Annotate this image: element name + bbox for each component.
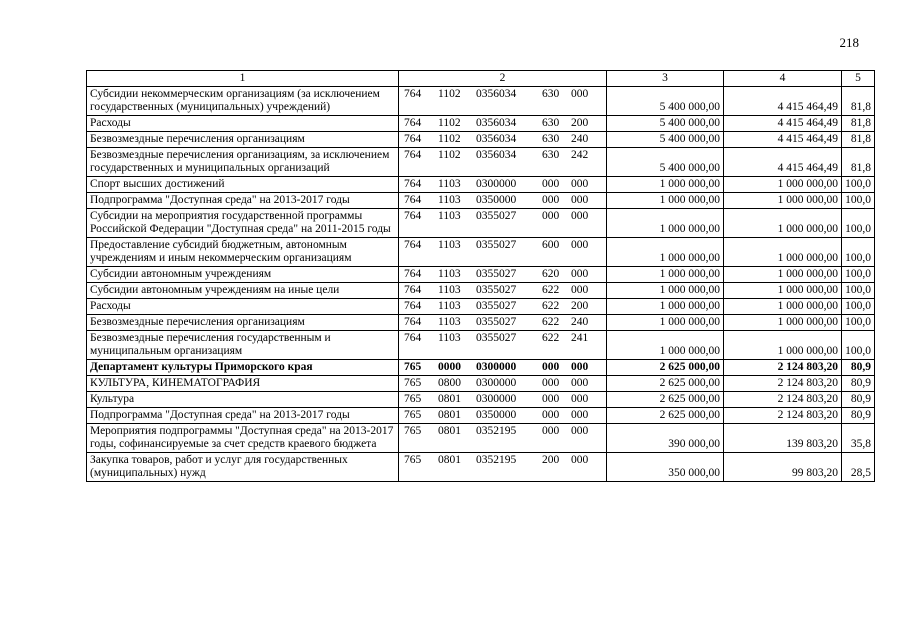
row-codes — [399, 331, 607, 360]
table-row — [87, 299, 875, 315]
header-cell-4: 4 — [724, 71, 842, 87]
row-name: Субсидии на мероприятия государственной программы Российской Федерации "Доступная среда" на 2011-2015 годы — [87, 209, 399, 238]
row-fact-amount: 4 415 464,49 — [724, 116, 842, 132]
code-value: 764 — [404, 133, 422, 145]
code-value: 630 — [542, 117, 560, 129]
header-cell-1: 1 — [87, 71, 399, 87]
code-value: 000 — [571, 409, 589, 421]
row-plan-amount: 1 000 000,00 — [607, 331, 724, 360]
code-value: 0356034 — [476, 149, 517, 161]
code-value: 1103 — [438, 284, 461, 296]
table-row — [87, 267, 875, 283]
table-row — [87, 376, 875, 392]
code-value: 000 — [571, 393, 589, 405]
code-value: 1103 — [438, 178, 461, 190]
row-name: Мероприятия подпрограммы "Доступная среда" на 2013-2017 годы, софинансируемые за счет средств краевого бюджета — [87, 424, 399, 453]
code-value: 764 — [404, 88, 422, 100]
code-value: 0801 — [438, 454, 461, 466]
code-value: 241 — [571, 332, 589, 344]
code-value: 1102 — [438, 88, 461, 100]
table-row — [87, 132, 875, 148]
code-value: 0356034 — [476, 133, 517, 145]
row-fact-amount: 2 124 803,20 — [724, 392, 842, 408]
code-value: 0356034 — [476, 117, 517, 129]
row-plan-amount: 1 000 000,00 — [607, 238, 724, 267]
row-percent: 100,0 — [842, 193, 875, 209]
code-value: 764 — [404, 316, 422, 328]
code-value: 0300000 — [476, 377, 517, 389]
code-value: 764 — [404, 178, 422, 190]
row-name: КУЛЬТУРА, КИНЕМАТОГРАФИЯ — [87, 376, 399, 392]
code-value: 0355027 — [476, 210, 517, 222]
row-name: Субсидии автономным учреждениям — [87, 267, 399, 283]
code-value: 1102 — [438, 149, 461, 161]
row-name: Культура — [87, 392, 399, 408]
code-value: 764 — [404, 194, 422, 206]
code-value: 0350000 — [476, 409, 517, 421]
row-percent: 100,0 — [842, 238, 875, 267]
code-value: 764 — [404, 210, 422, 222]
code-value: 0801 — [438, 393, 461, 405]
row-codes — [399, 315, 607, 331]
row-name: Спорт высших достижений — [87, 177, 399, 193]
code-value: 000 — [571, 425, 589, 437]
row-codes — [399, 424, 607, 453]
code-value: 0800 — [438, 377, 461, 389]
code-value: 622 — [542, 284, 560, 296]
code-value: 630 — [542, 88, 560, 100]
row-codes — [399, 238, 607, 267]
table-row — [87, 392, 875, 408]
code-value: 764 — [404, 239, 422, 251]
code-value: 0355027 — [476, 300, 517, 312]
row-plan-amount: 1 000 000,00 — [607, 299, 724, 315]
row-fact-amount: 1 000 000,00 — [724, 299, 842, 315]
row-fact-amount: 1 000 000,00 — [724, 209, 842, 238]
row-name: Субсидии автономным учреждениям на иные цели — [87, 283, 399, 299]
header-cell-5: 5 — [842, 71, 875, 87]
row-fact-amount: 1 000 000,00 — [724, 177, 842, 193]
table-row — [87, 238, 875, 267]
code-value: 765 — [404, 361, 422, 373]
row-fact-amount: 2 124 803,20 — [724, 408, 842, 424]
code-value: 622 — [542, 300, 560, 312]
table-row — [87, 331, 875, 360]
code-value: 1103 — [438, 239, 461, 251]
code-value: 000 — [542, 210, 560, 222]
row-plan-amount: 1 000 000,00 — [607, 177, 724, 193]
row-plan-amount: 1 000 000,00 — [607, 193, 724, 209]
code-value: 765 — [404, 393, 422, 405]
table-row — [87, 193, 875, 209]
budget-table — [86, 70, 875, 482]
code-value: 0000 — [438, 361, 461, 373]
header-row — [87, 71, 875, 87]
code-value: 000 — [571, 178, 589, 190]
code-value: 0300000 — [476, 178, 517, 190]
row-fact-amount: 99 803,20 — [724, 453, 842, 482]
row-fact-amount: 4 415 464,49 — [724, 87, 842, 116]
row-name: Безвозмездные перечисления организациям — [87, 132, 399, 148]
table-row — [87, 315, 875, 331]
code-value: 765 — [404, 454, 422, 466]
code-value: 240 — [571, 316, 589, 328]
row-percent: 80,9 — [842, 376, 875, 392]
row-plan-amount: 5 400 000,00 — [607, 87, 724, 116]
code-value: 000 — [571, 268, 589, 280]
code-value: 000 — [571, 194, 589, 206]
row-name: Закупка товаров, работ и услуг для государственных (муниципальных) нужд — [87, 453, 399, 482]
table-row — [87, 360, 875, 376]
code-value: 620 — [542, 268, 560, 280]
row-plan-amount: 2 625 000,00 — [607, 376, 724, 392]
row-plan-amount: 2 625 000,00 — [607, 360, 724, 376]
code-value: 000 — [542, 425, 560, 437]
code-value: 200 — [542, 454, 560, 466]
row-fact-amount: 4 415 464,49 — [724, 132, 842, 148]
code-value: 764 — [404, 268, 422, 280]
code-value: 0355027 — [476, 284, 517, 296]
code-value: 000 — [571, 361, 589, 373]
table-row — [87, 408, 875, 424]
table-row — [87, 209, 875, 238]
row-percent: 81,8 — [842, 116, 875, 132]
row-fact-amount: 1 000 000,00 — [724, 267, 842, 283]
code-value: 1103 — [438, 194, 461, 206]
code-value: 000 — [542, 409, 560, 421]
row-codes — [399, 209, 607, 238]
row-fact-amount: 1 000 000,00 — [724, 283, 842, 299]
row-codes — [399, 177, 607, 193]
row-percent: 100,0 — [842, 315, 875, 331]
row-fact-amount: 1 000 000,00 — [724, 193, 842, 209]
row-plan-amount: 5 400 000,00 — [607, 116, 724, 132]
table-row — [87, 453, 875, 482]
row-codes — [399, 132, 607, 148]
code-value: 000 — [571, 88, 589, 100]
code-value: 630 — [542, 133, 560, 145]
row-codes — [399, 392, 607, 408]
row-plan-amount: 5 400 000,00 — [607, 148, 724, 177]
row-plan-amount: 2 625 000,00 — [607, 408, 724, 424]
row-name: Подпрограмма "Доступная среда" на 2013-2017 годы — [87, 408, 399, 424]
code-value: 1103 — [438, 332, 461, 344]
code-value: 1103 — [438, 316, 461, 328]
row-name: Предоставление субсидий бюджетным, автономным учреждениям и иным некоммерческим организациям — [87, 238, 399, 267]
code-value: 0355027 — [476, 332, 517, 344]
code-value: 000 — [571, 284, 589, 296]
row-percent: 100,0 — [842, 267, 875, 283]
row-name: Департамент культуры Приморского края — [87, 360, 399, 376]
row-fact-amount: 1 000 000,00 — [724, 238, 842, 267]
code-value: 764 — [404, 149, 422, 161]
code-value: 0350000 — [476, 194, 517, 206]
table-row — [87, 177, 875, 193]
table-row — [87, 283, 875, 299]
row-percent: 81,8 — [842, 148, 875, 177]
code-value: 764 — [404, 332, 422, 344]
row-codes — [399, 299, 607, 315]
row-codes — [399, 87, 607, 116]
row-fact-amount: 2 124 803,20 — [724, 360, 842, 376]
row-codes — [399, 453, 607, 482]
code-value: 000 — [571, 210, 589, 222]
table-body — [87, 87, 875, 482]
row-codes — [399, 408, 607, 424]
code-value: 000 — [571, 454, 589, 466]
row-fact-amount: 139 803,20 — [724, 424, 842, 453]
code-value: 0801 — [438, 425, 461, 437]
row-codes — [399, 267, 607, 283]
code-value: 0352195 — [476, 425, 517, 437]
row-name: Безвозмездные перечисления организациям, за исключением государственных и муниципальных организаций — [87, 148, 399, 177]
page-number: 218 — [839, 35, 859, 50]
table-row — [87, 116, 875, 132]
code-value: 0355027 — [476, 239, 517, 251]
code-value: 1103 — [438, 268, 461, 280]
row-plan-amount: 1 000 000,00 — [607, 283, 724, 299]
row-percent: 80,9 — [842, 408, 875, 424]
row-name: Расходы — [87, 299, 399, 315]
header-cell-3: 3 — [607, 71, 724, 87]
row-fact-amount: 1 000 000,00 — [724, 331, 842, 360]
row-name: Субсидии некоммерческим организациям (за исключением государственных (муниципальных) учреждений) — [87, 87, 399, 116]
code-value: 765 — [404, 409, 422, 421]
row-fact-amount: 4 415 464,49 — [724, 148, 842, 177]
row-name: Подпрограмма "Доступная среда" на 2013-2017 годы — [87, 193, 399, 209]
row-percent: 100,0 — [842, 331, 875, 360]
table-row — [87, 87, 875, 116]
code-value: 0356034 — [476, 88, 517, 100]
code-value: 000 — [542, 377, 560, 389]
row-plan-amount: 1 000 000,00 — [607, 267, 724, 283]
code-value: 000 — [571, 377, 589, 389]
code-value: 0300000 — [476, 393, 517, 405]
code-value: 0352195 — [476, 454, 517, 466]
table-row — [87, 424, 875, 453]
row-percent: 100,0 — [842, 209, 875, 238]
row-name: Безвозмездные перечисления государственным и муниципальным организациям — [87, 331, 399, 360]
row-plan-amount: 390 000,00 — [607, 424, 724, 453]
row-plan-amount: 2 625 000,00 — [607, 392, 724, 408]
code-value: 622 — [542, 332, 560, 344]
code-value: 000 — [542, 361, 560, 373]
row-plan-amount: 1 000 000,00 — [607, 209, 724, 238]
row-percent: 81,8 — [842, 132, 875, 148]
row-codes — [399, 376, 607, 392]
code-value: 000 — [542, 178, 560, 190]
code-value: 1103 — [438, 210, 461, 222]
code-value: 0355027 — [476, 268, 517, 280]
row-plan-amount: 350 000,00 — [607, 453, 724, 482]
header-cell-2: 2 — [399, 71, 607, 87]
code-value: 1103 — [438, 300, 461, 312]
code-value: 765 — [404, 425, 422, 437]
code-value: 240 — [571, 133, 589, 145]
code-value: 600 — [542, 239, 560, 251]
code-value: 200 — [571, 117, 589, 129]
row-percent: 100,0 — [842, 177, 875, 193]
row-codes — [399, 193, 607, 209]
row-plan-amount: 1 000 000,00 — [607, 315, 724, 331]
code-value: 1102 — [438, 133, 461, 145]
row-name: Расходы — [87, 116, 399, 132]
row-fact-amount: 2 124 803,20 — [724, 376, 842, 392]
code-value: 0355027 — [476, 316, 517, 328]
code-value: 0801 — [438, 409, 461, 421]
code-value: 765 — [404, 377, 422, 389]
code-value: 200 — [571, 300, 589, 312]
code-value: 1102 — [438, 117, 461, 129]
code-value: 000 — [542, 194, 560, 206]
row-percent: 81,8 — [842, 87, 875, 116]
row-percent: 28,5 — [842, 453, 875, 482]
table-row — [87, 148, 875, 177]
row-percent: 100,0 — [842, 299, 875, 315]
row-codes — [399, 116, 607, 132]
code-value: 000 — [571, 239, 589, 251]
code-value: 0300000 — [476, 361, 517, 373]
code-value: 242 — [571, 149, 589, 161]
row-percent: 80,9 — [842, 392, 875, 408]
row-percent: 80,9 — [842, 360, 875, 376]
row-fact-amount: 1 000 000,00 — [724, 315, 842, 331]
row-percent: 100,0 — [842, 283, 875, 299]
row-codes — [399, 360, 607, 376]
row-percent: 35,8 — [842, 424, 875, 453]
code-value: 630 — [542, 149, 560, 161]
code-value: 622 — [542, 316, 560, 328]
row-codes — [399, 283, 607, 299]
code-value: 764 — [404, 117, 422, 129]
row-name: Безвозмездные перечисления организациям — [87, 315, 399, 331]
code-value: 764 — [404, 300, 422, 312]
code-value: 764 — [404, 284, 422, 296]
row-codes — [399, 148, 607, 177]
row-plan-amount: 5 400 000,00 — [607, 132, 724, 148]
code-value: 000 — [542, 393, 560, 405]
